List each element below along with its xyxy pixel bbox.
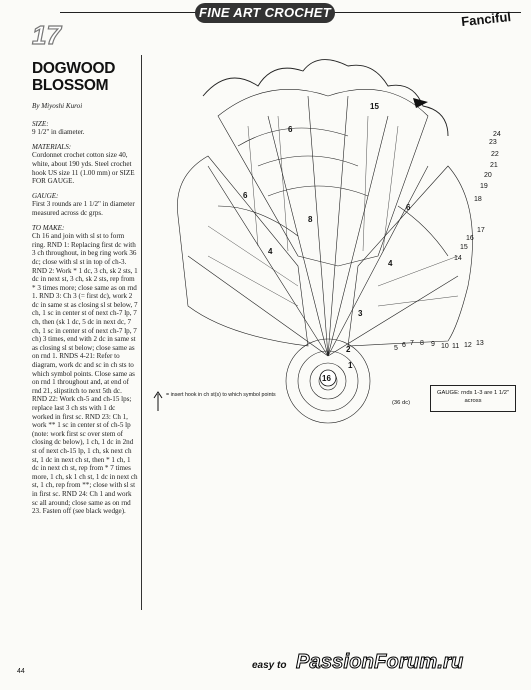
magazine-badge: FINE ART CROCHET: [195, 3, 335, 23]
materials-text: Cordonnet crochet cotton size 40, white, about 190 yds. Steel crochet hook US size 11 (1.00 mm) or SIZE FOR GAUGE.: [32, 151, 135, 186]
round-5: 5: [394, 345, 398, 352]
section-title: Fanciful: [460, 9, 512, 30]
round-17: 17: [477, 227, 485, 234]
round-9: 9: [431, 341, 435, 348]
hook-arrow-icon: [152, 390, 164, 412]
round-19: 19: [480, 183, 488, 190]
pattern-title: [32, 60, 138, 94]
label-15: 15: [370, 102, 379, 111]
round-23: 23: [489, 139, 497, 146]
radial-lines: [188, 96, 458, 356]
round-13: 13: [476, 340, 484, 347]
crochet-diagram: [148, 56, 501, 426]
round-14: 14: [454, 255, 462, 262]
gauge-heading: GAUGE:: [32, 191, 59, 200]
round-24: 24: [493, 131, 501, 138]
outer-scallops: [203, 60, 448, 136]
round-18: 18: [474, 196, 482, 203]
label-6b: 6: [243, 191, 248, 200]
size-heading: SIZE:: [32, 119, 49, 128]
fill-hatching: [208, 116, 458, 306]
column-divider: [141, 55, 142, 610]
label-8: 8: [308, 215, 313, 224]
round-21: 21: [490, 162, 498, 169]
title-line-1: DOGWOOD: [32, 60, 116, 77]
center-label: 16: [322, 374, 331, 383]
legend-text: = insert hook in ch st(s) to which symbol points: [166, 392, 276, 398]
petal-top: [218, 89, 428, 266]
label-2: 2: [346, 345, 351, 354]
round-7: 7: [410, 340, 414, 347]
round-6: 6: [402, 342, 406, 349]
gauge-box: GAUGE: rnds 1-3 are 1 1/2" across: [430, 385, 516, 412]
materials-heading: MATERIALS:: [32, 142, 72, 151]
label-3: 3: [358, 309, 363, 318]
label-1: 1: [348, 361, 353, 370]
page-number: 44: [17, 668, 25, 675]
to-make-text: Ch 16 and join with sl st to form ring. RND 1: Replacing first dc with 3 ch throughout, in beg ring work 36 dc; close with sl st in top of ch-3. RND 2: Work * 1 dc, 3 ch, sk 2 sts, 1 dc in next st, 3 ch, sk 2 sts, rep from * 3 times more; close same as on rnd 1. RND 3: Ch 3 (= first dc), work 2 dc in same st as closing sl st below, 7 ch, 1 sc in center st of next ch-7 lp, 7 ch, then (sk 1 dc, 5 dc in next dc, 7 ch, 1 sc in center st of next ch-7 lp, 7 ch) 3 times, end with 2 dc in same st as closing sl st below; close same as on rnd 1. RNDS 4-21: Refer to diagram, work dc and sc in ch sts to which symbol points. Close same as on rnd 1 throughout and, at end of rnd 21, slipstitch to next 5th dc. RND 22: Work ch-5 and ch-15 lps; replace last 3 ch sts with 1 dc worked in first sc. RND 23: Ch 1, work ** 1 sc in center st of ch-5 lp (note: work first sc over stem of closing dc below), 1 ch, 1 dc in 2nd st of next ch-15 lp, 1 ch, sk next ch st, 1 dc in next ch st, then * 1 ch, 1 dc in next ch st, rep from * 7 times more, 1 ch, sk 1 ch st, 1 dc in next ch st, 1 ch, rep from **; close with sl st in first sc. RND 24: Ch 1 and work sc all around; close same as on rnd 23. Fasten off (see black wedge).: [32, 232, 138, 516]
label-4b: 4: [388, 259, 393, 268]
size-text: 9 1/2" in diameter.: [32, 128, 85, 137]
watermark: PassionForum.ru: [296, 651, 464, 673]
title-line-2: BLOSSOM: [32, 77, 109, 94]
round-10: 10: [441, 343, 449, 350]
label-6c: 6: [406, 203, 411, 212]
footer-logo: easy to: [252, 660, 287, 671]
round-15: 15: [460, 244, 468, 251]
pattern-number: 17: [32, 20, 61, 50]
round-22: 22: [491, 151, 499, 158]
label-6a: 6: [288, 125, 293, 134]
round-20: 20: [484, 172, 492, 179]
instructions-column: [32, 60, 138, 516]
round-8: 8: [420, 340, 424, 347]
round-16: 16: [466, 235, 474, 242]
petal-left: [177, 156, 308, 346]
dc-count-note: (36 dc): [392, 400, 411, 406]
header: [0, 0, 531, 30]
label-4a: 4: [268, 247, 273, 256]
round-12: 12: [464, 342, 472, 349]
round-11: 11: [452, 343, 460, 350]
to-make-heading: TO MAKE:: [32, 223, 65, 232]
gauge-text: First 3 rounds are 1 1/2" in diameter measured across dc grps.: [32, 200, 135, 217]
byline: By Miyoshi Kuroi: [32, 102, 83, 110]
